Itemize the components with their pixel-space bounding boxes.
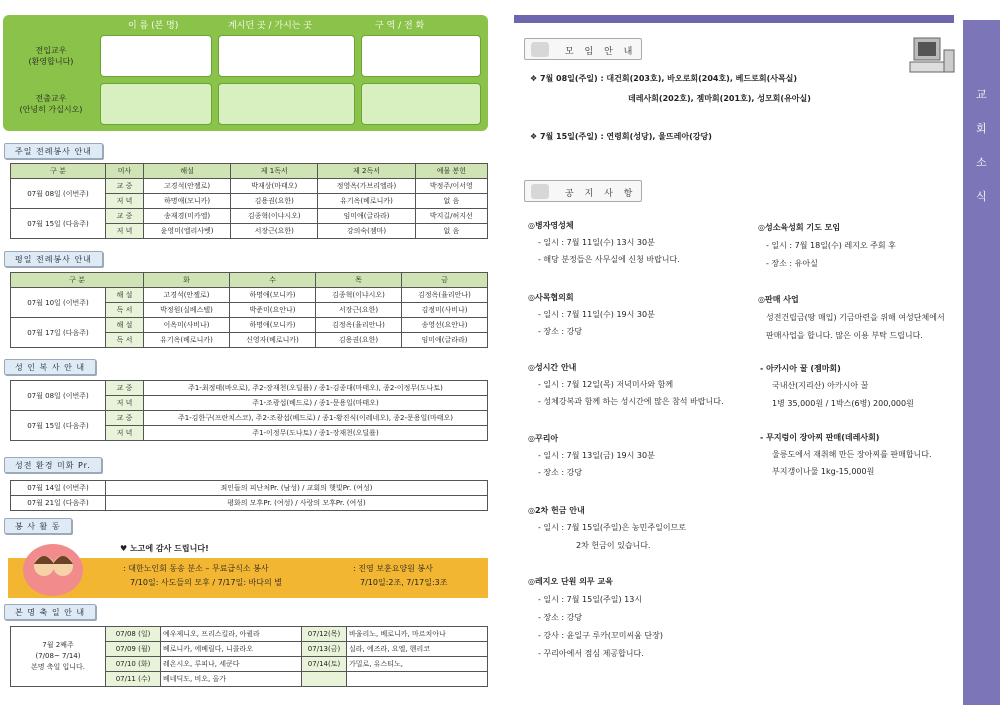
- notice-heading: ◎사목협의회: [528, 293, 574, 302]
- notice-heading: ◎성소육성회 기도 모임: [758, 223, 841, 232]
- table-header: 제 1독서: [231, 164, 318, 179]
- side-char: 교: [976, 88, 987, 101]
- sunday-section-title: 주일 전례봉사 안내: [4, 143, 103, 159]
- adult-server-section-title: 성 인 복 사 안 내: [4, 359, 96, 375]
- table-cell: 김용권(요한): [316, 333, 402, 348]
- date-cell: [302, 672, 347, 687]
- notice-line: - 장소 : 유아실: [766, 259, 818, 268]
- table-header: 해설: [144, 164, 231, 179]
- date-cell: 07월 17일 (다음주): [11, 318, 106, 348]
- notice-line: 국내산(지리산) 아카시아 꿀: [772, 381, 869, 390]
- side-char: 식: [976, 190, 987, 203]
- volunteer-line-2: 7/10일: 사도들의 모후 / 7/17일: 바다의 별: [130, 578, 283, 587]
- table-cell: 유기옥(베로니카): [144, 333, 230, 348]
- outgoing-place-field[interactable]: [218, 83, 355, 125]
- table-cell: 박준미(요안나): [230, 303, 316, 318]
- table-cell: 평화의 모후Pr. (여성) / 사랑의 모후Pr. (여성): [106, 496, 488, 511]
- notice-heading: ◎레지오 단원 의무 교육: [528, 577, 613, 586]
- computer-icon: [908, 30, 958, 80]
- notice-line: - 일시 : 7월 12일(목) 저녁미사와 함께: [538, 380, 674, 389]
- table-cell: 예우제니오, 프리스킬라, 아퀼라: [161, 627, 302, 642]
- date-cell: 07월 14일 (이번주): [11, 481, 106, 496]
- date-cell: 07월 10일 (이번주): [11, 288, 106, 318]
- table-cell: 윤영미(엘리사벳): [144, 224, 231, 239]
- table-cell: 고경석(안젤로): [144, 179, 231, 194]
- table-cell: 실라, 에즈라, 요엘, 헨리코: [347, 642, 488, 657]
- notice-line: - 일시 : 7월 11일(수) 13시 30분: [538, 238, 655, 247]
- table-cell: 임미애(글라라): [402, 333, 488, 348]
- table-header: 구 분: [11, 273, 144, 288]
- table-cell: 박정원(실베스텔): [144, 303, 230, 318]
- table-cell: 이옥미(사비나): [144, 318, 230, 333]
- table-cell: 하명애(모니카): [144, 194, 231, 209]
- table-cell: 없 음: [415, 224, 487, 239]
- volunteer-line-4: 7/10일:2조, 7/17일:3조: [360, 578, 448, 587]
- table-cell: 고경석(안젤로): [144, 288, 230, 303]
- table-cell: 송재경(미카엘): [144, 209, 231, 224]
- side-char: 소: [976, 156, 987, 169]
- date-cell: 07/14(토): [302, 657, 347, 672]
- table-cell: 서장근(요한): [316, 303, 402, 318]
- volunteer-line-3: : 진영 보훈요양원 봉사: [353, 564, 433, 573]
- volunteer-line-1: : 대한노인회 동송 분소 – 무료급식소 봉사: [123, 564, 269, 573]
- table-cell: 강의숙(젬마): [318, 224, 415, 239]
- date-cell: 07월 08일 (이번주): [11, 179, 106, 209]
- left-page: [0, 0, 496, 705]
- date-cell: 07월 21일 (다음주): [11, 496, 106, 511]
- notice-line: - 해당 분정들은 사무실에 신청 바랍니다.: [538, 255, 680, 264]
- table-header: 화: [144, 273, 230, 288]
- notice-line: - 성체강복과 함께 하는 성시간에 많은 참석 바랍니다.: [538, 397, 724, 406]
- date-cell: 07/10 (화): [106, 657, 161, 672]
- notice-line: - 꾸리아에서 점심 제공합니다.: [538, 649, 644, 658]
- table-cell: 주1-최정태(바오로), 주2-장재천(오딜룔) / 종1-김종대(마태오), 종2-이정무(도나토): [144, 381, 488, 396]
- table-header: 수: [230, 273, 316, 288]
- table-header: 예물 봉헌: [415, 164, 487, 179]
- table-cell: 베네딕도, 비오, 올가: [161, 672, 302, 687]
- table-cell: 박재상(마태오): [231, 179, 318, 194]
- date-cell: 07/12(목): [302, 627, 347, 642]
- meeting-title-text: 모 임 안 내: [565, 47, 637, 57]
- mass-cell: 교 중: [106, 411, 144, 426]
- newcomer-box: [3, 15, 488, 131]
- table-cell: [347, 672, 488, 687]
- table-cell: 주1-김한구(프란치스코), 주2-조광섭(베드로) / 종1-황진식(이레네오), 종2-문용일(마태오): [144, 411, 488, 426]
- notice-line: - 장소 : 강당: [538, 468, 583, 477]
- notice-line: - 일시 : 7월 18일(수) 레지오 주회 후: [766, 241, 896, 250]
- name-header: 이 름 (본 명): [128, 21, 179, 31]
- date-cell: 07월 15일 (다음주): [11, 411, 106, 441]
- table-cell: 베로니카, 에베릴다, 니콜라오: [161, 642, 302, 657]
- mass-cell: 저 녁: [106, 224, 144, 239]
- table-cell: 김정옥(율리안나): [316, 318, 402, 333]
- outgoing-district-field[interactable]: [361, 83, 481, 125]
- weekday-section-title: 평일 전례봉사 안내: [4, 251, 103, 267]
- table-cell: 바울리노, 베로니카, 마르치아나: [347, 627, 488, 642]
- table-cell: 주1-조광섭(베드로) / 종1-문용일(마태오): [144, 396, 488, 411]
- top-bar: [514, 15, 954, 23]
- incoming-district-field[interactable]: [361, 35, 481, 77]
- notice-line: - 일시 : 7월 15일(주일) 13시: [538, 595, 643, 604]
- sunday-table: [10, 163, 488, 239]
- feast-section-title: 본 명 축 일 안 내: [4, 604, 96, 620]
- notice-line: 울릉도에서 재취해 만든 장아찌를 판매합니다.: [772, 450, 932, 459]
- notice-line: - 일시 : 7월 15일(주일)은 농민주일이므로: [538, 523, 686, 532]
- notice-heading: ◎병자영성체: [528, 221, 574, 230]
- table-cell: 김용권(요한): [231, 194, 318, 209]
- table-cell: 김종혁(이냐시오): [316, 288, 402, 303]
- date-cell: 07/13(금): [302, 642, 347, 657]
- role-cell: 해 설: [106, 318, 144, 333]
- table-cell: 정영옥(가브리엘라): [318, 179, 415, 194]
- env-section-title: 성전 환경 미화 Pr.: [4, 457, 102, 473]
- notice-heading: ◎꾸리아: [528, 434, 559, 443]
- date-cell: 07/11 (수): [106, 672, 161, 687]
- outgoing-label: 전출교우 (안녕히 가십시오): [19, 94, 83, 114]
- outgoing-name-field[interactable]: [100, 83, 212, 125]
- table-cell: 가밀로, 유스티노,: [347, 657, 488, 672]
- notice-line: 부지갱이나물 1kg-15,000원: [772, 467, 875, 476]
- meeting-section-title: [524, 38, 642, 60]
- role-cell: 독 서: [106, 333, 144, 348]
- mass-cell: 교 중: [106, 381, 144, 396]
- table-cell: 송영선(요안나): [402, 318, 488, 333]
- date-cell: 07/09 (월): [106, 642, 161, 657]
- notice-line: 성전건립금(땅 매입) 기금마련을 위해 여성단체에서: [766, 313, 945, 322]
- table-cell: 신영자(베로니카): [230, 333, 316, 348]
- table-cell: 서장근(요한): [231, 224, 318, 239]
- right-page: [508, 0, 1000, 705]
- notice-line: 2차 헌금이 있습니다.: [576, 541, 651, 550]
- notice-line: - 일시 : 7월 11일(수) 19시 30분: [538, 310, 655, 319]
- date-cell: 07월 15일 (다음주): [11, 209, 106, 239]
- table-header: 구 분: [11, 164, 106, 179]
- table-cell: 죄인들의 피난처Pr. (남성) / 교회의 햇빛Pr. (여성): [106, 481, 488, 496]
- notice-heading: ◎2차 헌금 안내: [528, 506, 585, 515]
- person-icon: [531, 42, 549, 57]
- couple-illustration: [18, 540, 88, 598]
- notice-line: - 일시 : 7월 13일(금) 19시 30분: [538, 451, 655, 460]
- notice-heading: - 무지렁이 장아찌 판매(데레사회): [760, 433, 880, 442]
- table-cell: 김종혁(이냐시오): [231, 209, 318, 224]
- person-icon: [531, 184, 549, 199]
- table-header: 미사: [106, 164, 144, 179]
- notice-line: - 강사 : 윤일구 루카(꼬미씨움 단장): [538, 631, 664, 640]
- notice-line: 판매사업을 합니다. 많은 이용 부탁 드립니다.: [766, 331, 923, 340]
- table-cell: 김정미(사비나): [402, 303, 488, 318]
- mass-cell: 교 중: [106, 209, 144, 224]
- table-header: 제 2독서: [318, 164, 415, 179]
- notice-heading: ◎판매 사업: [758, 295, 799, 304]
- weekday-table: [10, 272, 488, 348]
- table-cell: 김정옥(율리안나): [402, 288, 488, 303]
- notice-heading: - 아카시아 꿀 (젬마회): [760, 364, 841, 373]
- table-header: 금: [402, 273, 488, 288]
- adult-server-table: [10, 380, 488, 441]
- table-cell: 레온시오, 루피나, 세쿤다: [161, 657, 302, 672]
- table-cell: 박정주/이서영: [415, 179, 487, 194]
- table-cell: 하명애(모니카): [230, 318, 316, 333]
- table-header: 목: [316, 273, 402, 288]
- place-header: 계시던 곳 / 가시는 곳: [228, 21, 313, 31]
- table-cell: 하명애(모니카): [230, 288, 316, 303]
- mass-cell: 교 중: [106, 179, 144, 194]
- role-cell: 독 서: [106, 303, 144, 318]
- incoming-place-field[interactable]: [218, 35, 355, 77]
- meeting-line-1: ❖ 7월 08일(주일) : 대건회(203호), 바오로회(204호), 베드로회(사목실): [530, 74, 798, 83]
- side-char: 회: [976, 122, 987, 135]
- date-cell: 07월 08일 (이번주): [11, 381, 106, 411]
- incoming-name-field[interactable]: [100, 35, 212, 77]
- date-cell: 07/08 (일): [106, 627, 161, 642]
- mass-cell: 저 녁: [106, 426, 144, 441]
- meeting-line-3: ❖ 7월 15일(주일) : 연령회(성당), 울뜨레아(강당): [530, 132, 712, 141]
- side-tab: [963, 20, 1000, 705]
- table-cell: 임미애(글라라): [318, 209, 415, 224]
- volunteer-section-title: 봉 사 활 동: [4, 518, 72, 534]
- table-cell: 없 음: [415, 194, 487, 209]
- mass-cell: 저 녁: [106, 194, 144, 209]
- notice-line: 1병 35,000원 / 1박스(6병) 200,000원: [772, 399, 914, 408]
- notice-line: - 장소 : 강당: [538, 327, 583, 336]
- feast-table: [10, 626, 488, 687]
- table-cell: 유기옥(베로니카): [318, 194, 415, 209]
- table-cell: 주1-이정무(도나토) / 종1-장재천(오딜룔): [144, 426, 488, 441]
- week-cell: 7월 2째주 (7/08~ 7/14) 본명 축일 입니다.: [11, 627, 106, 687]
- notice-heading: ◎성시간 안내: [528, 363, 577, 372]
- env-table: [10, 480, 488, 511]
- meeting-line-2: 데레사회(202호), 젬마회(201호), 성모회(유아실): [628, 94, 811, 103]
- notice-line: - 장소 : 강당: [538, 613, 583, 622]
- thanks-text: ♥ 노고에 감사 드립니다!: [120, 544, 209, 553]
- role-cell: 해 설: [106, 288, 144, 303]
- mass-cell: 저 녁: [106, 396, 144, 411]
- volunteer-box: [8, 538, 488, 598]
- table-cell: 박지길/허지선: [415, 209, 487, 224]
- notice-title-text: 공 지 사 항: [565, 189, 637, 199]
- notice-section-title: [524, 180, 642, 202]
- district-header: 구 역 / 전 화: [375, 21, 425, 31]
- incoming-label: 전입교우 (환영합니다): [28, 46, 74, 66]
